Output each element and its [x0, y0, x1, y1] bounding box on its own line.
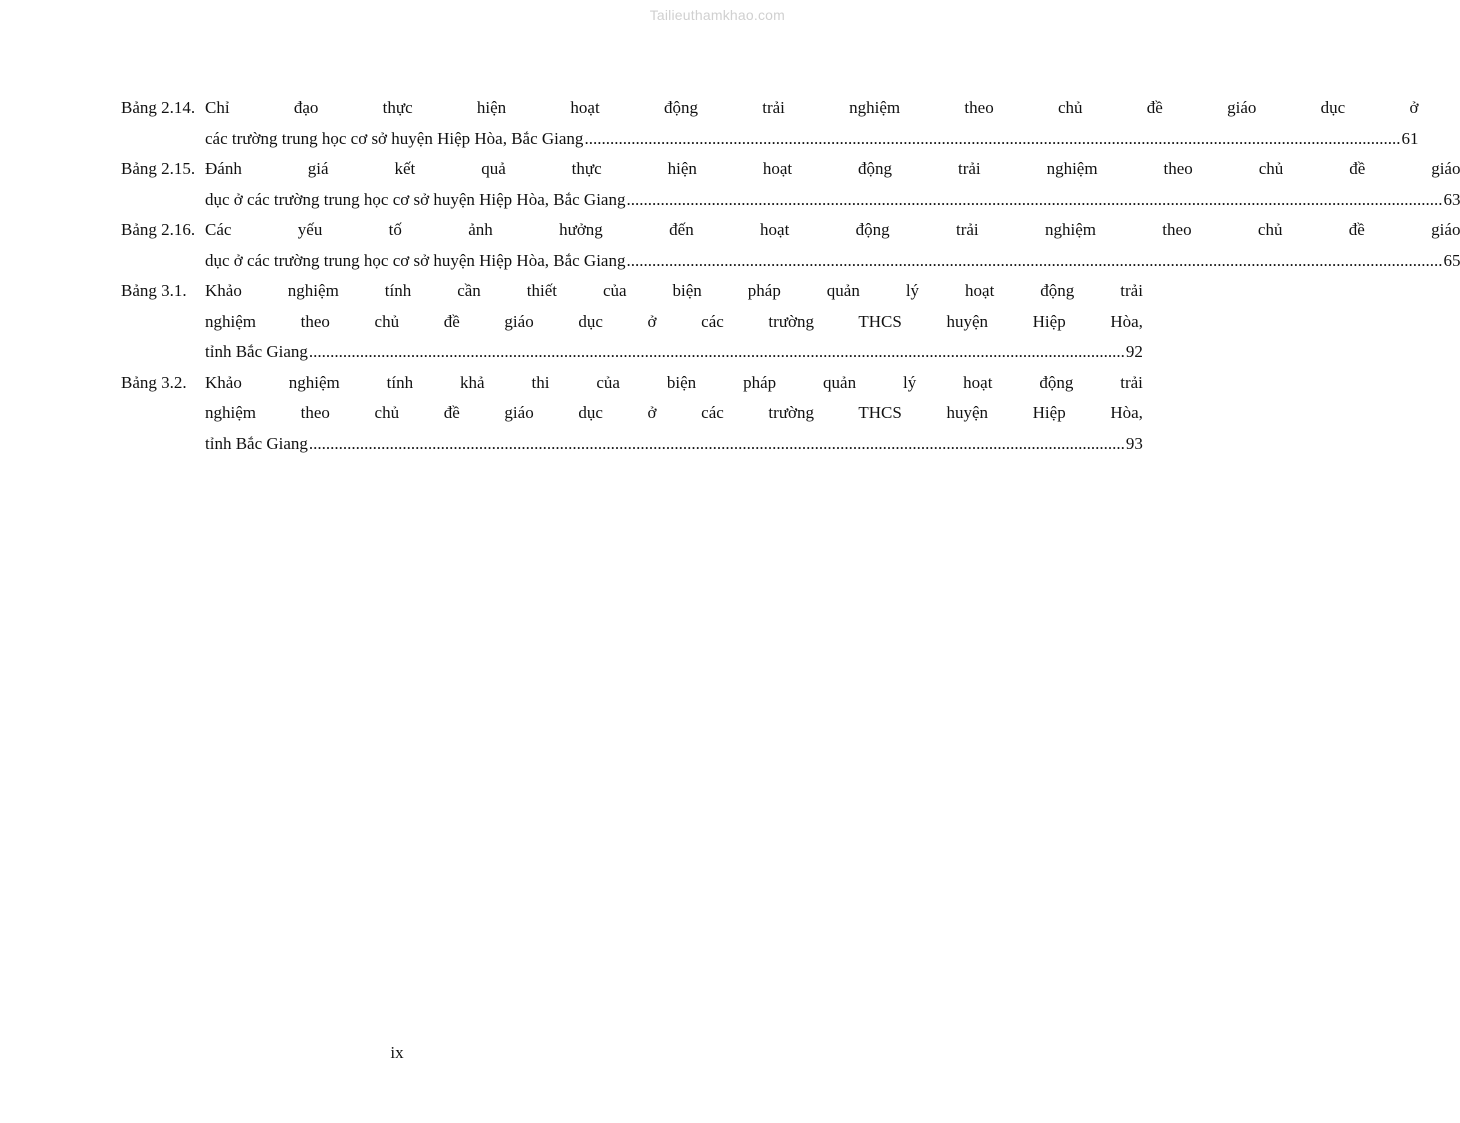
toc-entry[interactable] [121, 276, 1143, 368]
entry-label: Bảng 2.16. [121, 220, 196, 239]
entry-text: tỉnh Bắc Giang [205, 342, 308, 361]
entry-text: dục ở các trường trung học cơ sở huyện Hiệp Hòa, Bắc Giang [205, 250, 626, 270]
entry-page: 63 [1443, 189, 1460, 209]
entry-body [205, 93, 1418, 154]
dot-leader [309, 429, 1125, 460]
entry-line: Các yếu tố ảnh hưởng đến hoạt động trải nghiệm theo chủ đề giáo [205, 220, 1460, 239]
entry-line: nghiệm theo chủ đề giáo dục ở các trường THCS huyện Hiệp Hòa, [205, 311, 1143, 331]
entry-line: Chỉ đạo thực hiện hoạt động trải nghiệm theo chủ đề giáo dục ở [205, 98, 1419, 117]
entry-line: Đánh giá kết quả thực hiện hoạt động trải nghiệm theo chủ đề giáo [205, 159, 1460, 178]
toc-entry[interactable] [121, 215, 1460, 276]
entry-label: Bảng 3.2. [121, 372, 187, 392]
entry-body [205, 368, 1143, 460]
entry-body [205, 276, 1143, 368]
dot-leader [309, 337, 1125, 368]
entry-last-line [205, 429, 1143, 460]
dot-leader [584, 124, 1400, 155]
entry-page: 92 [1125, 342, 1143, 361]
entry-last-line [205, 246, 1460, 277]
table-list [121, 93, 1460, 459]
entry-line: Khảo nghiệm tính cần thiết của biện pháp quản lý hoạt động trải [205, 281, 1143, 300]
toc-entry[interactable] [121, 93, 1419, 154]
entry-line: Khảo nghiệm tính khả thi của biện pháp quản lý hoạt động trải [205, 372, 1143, 392]
dot-leader [626, 185, 1442, 216]
entry-label: Bảng 3.1. [121, 281, 187, 300]
entry-label: Bảng 2.14. [121, 98, 196, 117]
dot-leader [626, 246, 1442, 277]
entry-page: 61 [1401, 128, 1419, 148]
toc-entry[interactable] [121, 368, 1143, 460]
entry-text: dục ở các trường trung học cơ sở huyện Hiệp Hòa, Bắc Giang [205, 189, 626, 209]
entry-line: nghiệm theo chủ đề giáo dục ở các trường THCS huyện Hiệp Hòa, [205, 403, 1143, 422]
entry-label: Bảng 2.15. [121, 159, 196, 178]
page-number: ix [390, 1043, 404, 1062]
entry-last-line [205, 337, 1143, 368]
entry-page: 93 [1125, 433, 1143, 453]
entry-text: tỉnh Bắc Giang [205, 433, 308, 453]
entry-last-line [205, 185, 1460, 216]
entry-page: 65 [1443, 250, 1460, 270]
entry-body [205, 154, 1460, 215]
toc-entry[interactable] [121, 154, 1460, 215]
entry-body [205, 215, 1460, 276]
entry-last-line [205, 124, 1418, 155]
watermark: Tailieuthamkhao.com [649, 7, 785, 23]
entry-text: các trường trung học cơ sở huyện Hiệp Hòa, Bắc Giang [205, 128, 584, 148]
